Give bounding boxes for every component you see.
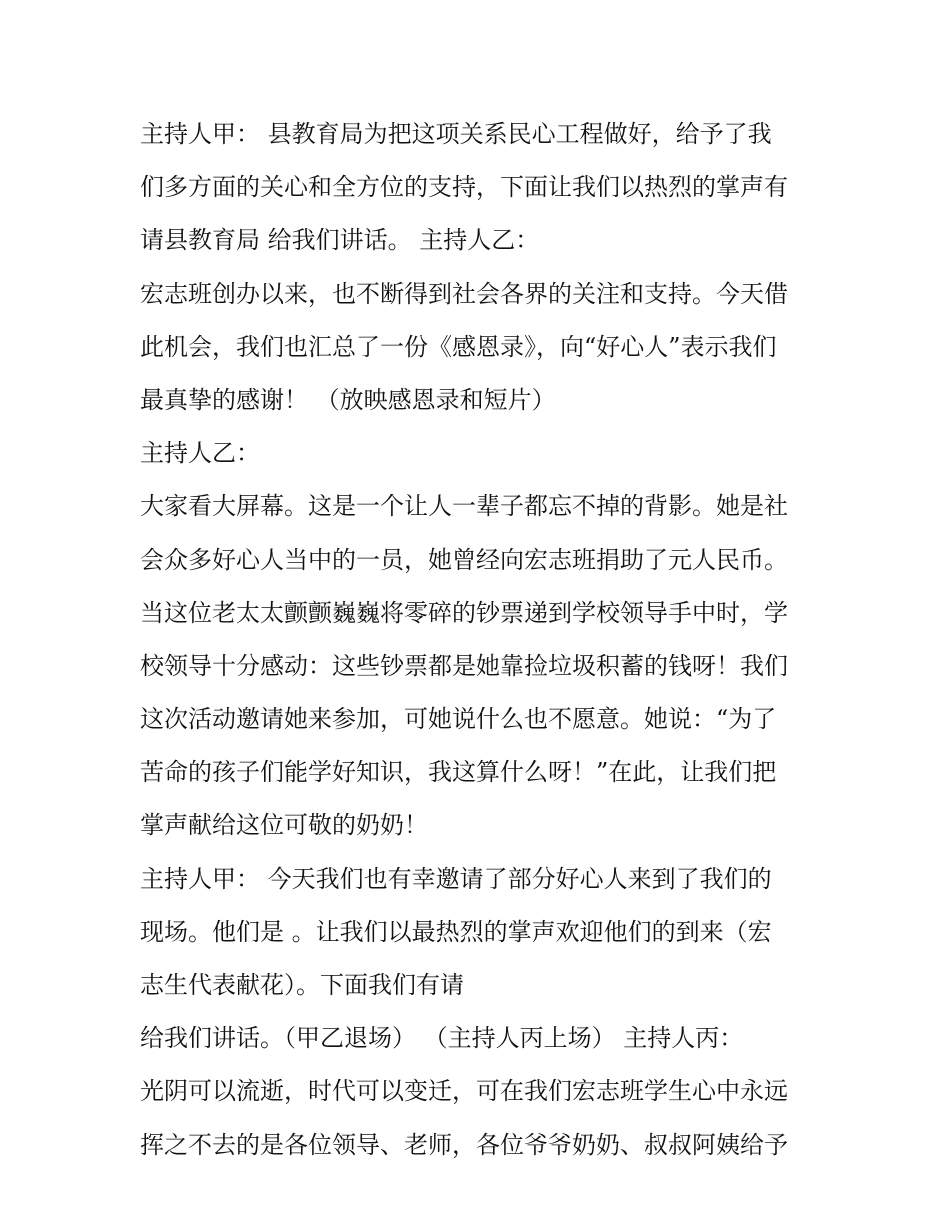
text-line: 此机会，我们也汇总了一份《感恩录》，向“好心人”表示我们 <box>140 332 777 361</box>
text-line: 当这位老太太颤颤巍巍将零碎的钞票递到学校领导手中时，学 <box>140 598 788 627</box>
text-line: 给我们讲话。（甲乙退场） （主持人丙上场） 主持人丙： <box>140 1024 744 1053</box>
document-body <box>140 108 820 1172</box>
text-line: 光阴可以流逝，时代可以变迁，可在我们宏志班学生心中永远 <box>140 1077 788 1106</box>
text-line: 这次活动邀请她来参加，可她说什么也不愿意。她说：“为了 <box>140 705 777 734</box>
text-line: 志生代表献花）。下面我们有请 <box>140 971 464 999</box>
text-line: 宏志班创办以来，也不断得到社会各界的关注和支持。今天借 <box>140 279 788 308</box>
text-line: 掌声献给这位可敬的奶奶！ <box>140 811 428 840</box>
text-line: 最真挚的感谢！ （放映感恩录和短片） <box>140 385 556 414</box>
text-line: 现场。他们是 。让我们以最热烈的掌声欢迎他们的到来（宏 <box>140 917 772 946</box>
text-line: 大家看大屏幕。这是一个让人一辈子都忘不掉的背影。她是社 <box>140 492 788 521</box>
text-line: 请县教育局 给我们讲话。 主持人乙： <box>140 226 540 255</box>
text-line: 们多方面的关心和全方位的支持，下面让我们以热烈的掌声有 <box>140 173 788 202</box>
text-line: 校领导十分感动：这些钞票都是她靠捡垃圾积蓄的钱呀！我们 <box>140 651 788 680</box>
text-line: 挥之不去的是各位领导、老师，各位爷爷奶奶、叔叔阿姨给予 <box>140 1130 788 1159</box>
text-line: 会众多好心人当中的一员，她曾经向宏志班捐助了元人民币。 <box>140 545 788 574</box>
text-line: 苦命的孩子们能学好知识，我这算什么呀！”在此，让我们把 <box>140 758 777 787</box>
text-line: 主持人乙： <box>140 439 260 468</box>
text-line: 主持人甲： 今天我们也有幸邀请了部分好心人来到了我们的 <box>140 864 772 893</box>
text-line: 主持人甲： 县教育局为把这项关系民心工程做好，给予了我 <box>140 120 772 148</box>
